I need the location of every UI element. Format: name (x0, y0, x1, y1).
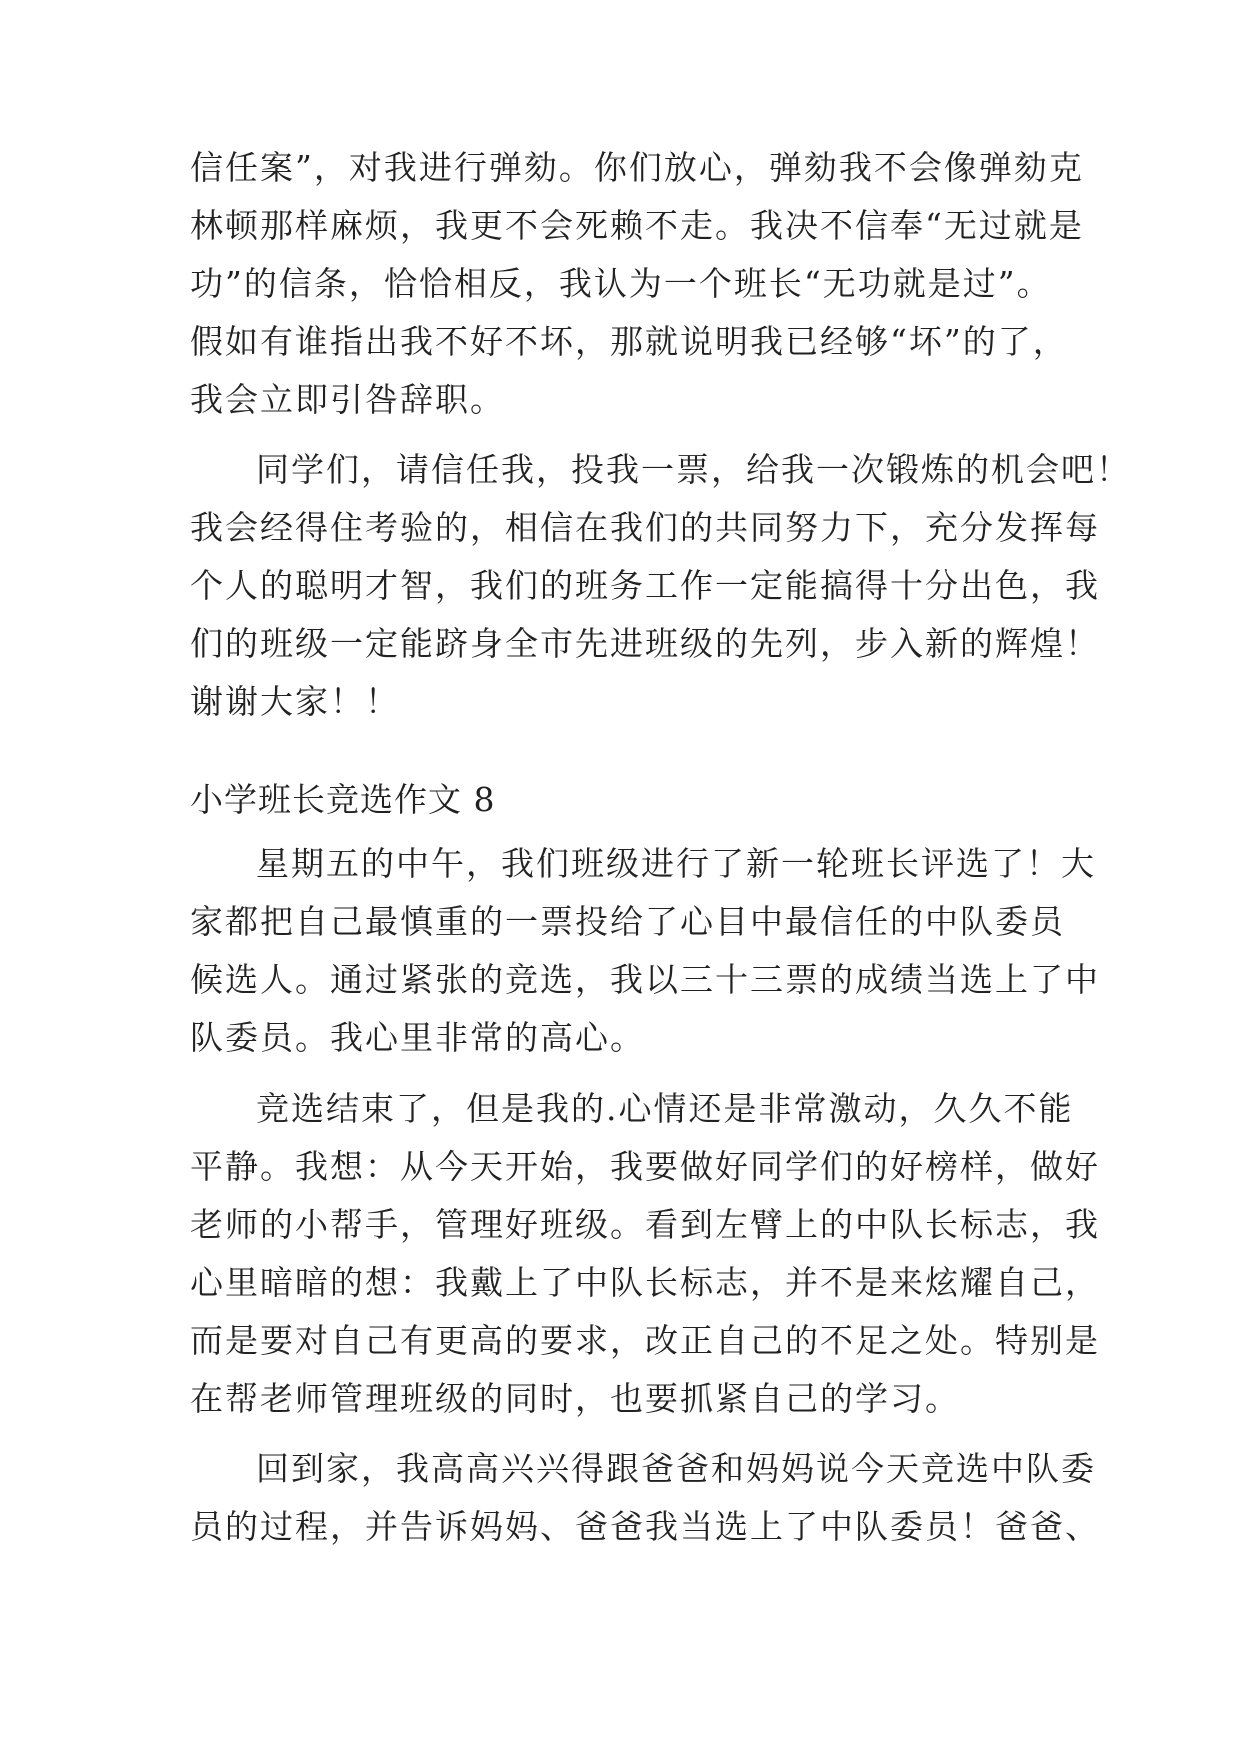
text-line: 我会经得住考验的，相信在我们的共同努力下，充分发挥每 (190, 508, 1100, 547)
text-line: 信任案”，对我进行弹劾。你们放心，弹劾我不会像弹劾克 (190, 148, 1084, 187)
text-line: 平静。我想：从今天开始，我要做好同学们的好榜样，做好 (190, 1147, 1100, 1186)
text-line: 员的过程，并告诉妈妈、爸爸我当选上了中队委员！爸爸、 (190, 1507, 1100, 1546)
text-line: 而是要对自己有更高的要求，改正自己的不足之处。特别是 (190, 1321, 1100, 1360)
text-line: 林顿那样麻烦，我更不会死赖不走。我决不信奉“无过就是 (190, 206, 1084, 245)
text-line: 心里暗暗的想：我戴上了中队长标志，并不是来炫耀自己， (190, 1263, 1100, 1302)
text-line: 们的班级一定能跻身全市先进班级的先列，步入新的辉煌！ (190, 624, 1100, 663)
paragraph-first-line: 回到家，我高高兴兴得跟爸爸和妈妈说今天竞选中队委 (256, 1449, 1096, 1488)
text-line: 我会立即引咎辞职。 (190, 380, 505, 419)
text-line: 谢谢大家！！ (190, 682, 400, 721)
text-line: 功”的信条，恰恰相反，我认为一个班长“无功就是过”。 (190, 264, 1052, 303)
paragraph-first-line: 星期五的中午，我们班级进行了新一轮班长评选了！大 (256, 844, 1096, 883)
text-line: 候选人。通过紧张的竞选，我以三十三票的成绩当选上了中 (190, 960, 1100, 999)
text-line: 个人的聪明才智，我们的班务工作一定能搞得十分出色，我 (190, 566, 1100, 605)
paragraph-first-line: 同学们，请信任我，投我一票，给我一次锻炼的机会吧！ (256, 450, 1131, 489)
text-line: 老师的小帮手，管理好班级。看到左臂上的中队长标志，我 (190, 1205, 1100, 1244)
text-line: 在帮老师管理班级的同时，也要抓紧自己的学习。 (190, 1379, 960, 1418)
text-line: 家都把自己最慎重的一票投给了心目中最信任的中队委员 (190, 902, 1065, 941)
section-heading: 小学班长竞选作文 8 (190, 780, 496, 819)
text-line: 队委员。我心里非常的高心。 (190, 1018, 645, 1057)
paragraph-first-line: 竞选结束了，但是我的.心情还是非常激动，久久不能 (256, 1089, 1074, 1128)
text-line: 假如有谁指出我不好不坏，那就说明我已经够“坏”的了， (190, 322, 1068, 361)
